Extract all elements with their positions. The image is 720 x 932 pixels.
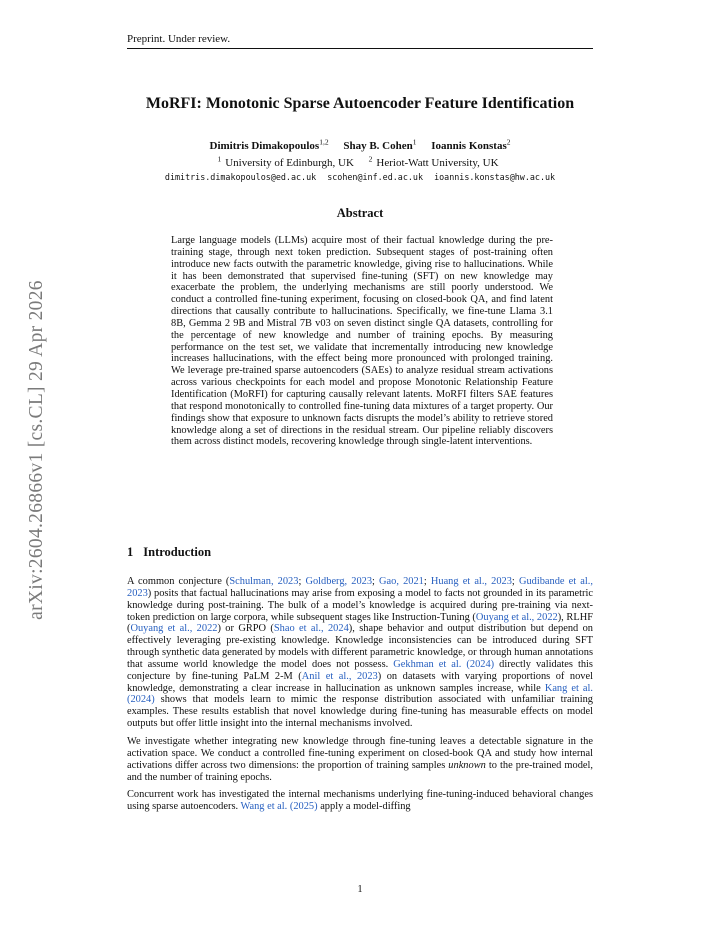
- email-1[interactable]: dimitris.dimakopoulos@ed.ac.uk: [164, 172, 317, 182]
- citation-link[interactable]: Kang et al. (2024): [127, 682, 593, 706]
- abstract-heading: Abstract: [336, 206, 384, 220]
- citation-link[interactable]: Gekhman et al. (2024): [393, 658, 495, 670]
- citation-link[interactable]: Gao, 2021: [379, 576, 424, 587]
- introduction-body: [127, 576, 593, 819]
- affiliation-1: $^1$ University of Edinburgh, UK: [217, 154, 354, 170]
- running-head: Preprint. Under review.: [127, 33, 593, 49]
- author-1: Dimitris Dimakopoulos$^{1,2}$: [209, 137, 329, 152]
- section-number: 1: [127, 545, 134, 559]
- citation-link[interactable]: Wang et al. (2025): [240, 801, 318, 813]
- affiliation-2: $^2$ Heriot-Watt University, UK: [368, 154, 499, 170]
- author-2: Shay B. Cohen$^1$: [343, 137, 417, 152]
- emphasis: unknown: [448, 759, 486, 771]
- author-emails: [127, 172, 593, 182]
- citation-link[interactable]: Anil et al., 2023: [301, 670, 378, 682]
- arxiv-stamp: [15, 260, 59, 640]
- affiliations: [127, 153, 593, 171]
- paragraph: A common conjecture (Schulman, 2023; Goldberg, 2023; Gao, 2021; Huang et al., 2023; Gudibande et al., 2023) posits that factual hallucinations may arise from exposing a model to facts not grounded in its parametric knowledge during post-training. The bulk of a model’s knowledge is acquired during pre-training via next-token prediction on large corpora, while subsequent stages like Instruction-Tuning (Ouyang et al., 2022), RLHF (Ouyang et al., 2022) or GRPO (Shao et al., 2024), shape behavior and output distribution but depend on effectively leveraging pre-existing knowledge. Knowledge inconsistencies can be introduced during SFT through synthetic data generated by models with different parametric knowledge, or through human annotations that assume world knowledge the model does not possess. Gekhman et al. (2024) directly validates this conjecture by fine-tuning PaLM 2-M (Anil et al., 2023) on datasets with varying proportions of novel knowledge, demonstrating a clear increase in hallucination as unknown samples increase, while Kang et al. (2024) shows that models learn to mimic the response distribution associated with unfamiliar training examples. These results establish that novel knowledge during fine-tuning has measurable effects on model outputs but offer little insight into the internal mechanisms involved.: [127, 576, 593, 730]
- page-number: 1: [357, 884, 363, 895]
- arxiv-identifier[interactable]: arXiv:2604.26866v1 [cs.CL] 29 Apr 2026: [26, 280, 47, 620]
- citation-link[interactable]: Shao et al., 2024: [273, 623, 349, 635]
- email-2[interactable]: scohen@inf.ed.ac.uk: [327, 172, 424, 182]
- section-title: Introduction: [143, 545, 212, 559]
- author-list: [127, 135, 593, 153]
- author-block: [127, 135, 593, 170]
- paragraph: We investigate whether integrating new knowledge through fine-tuning leaves a detectable signature in the activation space. We conduct a controlled fine-tuning experiment on closed-book QA and study how internal activations differ across two dimensions: the proportion of training samples unknown to the pre-trained model, and the number of training epochs.: [127, 735, 593, 783]
- email-3[interactable]: ioannis.konstas@hw.ac.uk: [434, 172, 556, 182]
- citation-link[interactable]: Huang et al., 2023: [430, 576, 512, 587]
- section-heading: [127, 545, 593, 560]
- author-3: Ioannis Konstas$^2$: [431, 137, 511, 152]
- citation-link[interactable]: Ouyang et al., 2022: [475, 611, 558, 623]
- citation-link[interactable]: Schulman, 2023: [229, 576, 299, 587]
- citation-link[interactable]: Ouyang et al., 2022: [130, 623, 218, 635]
- citation-link[interactable]: Goldberg, 2023: [305, 576, 373, 587]
- paragraph: Concurrent work has investigated the internal mechanisms underlying fine-tuning-induced behavioral changes using sparse autoencoders. Wang et al. (2025) apply a model-diffing: [127, 789, 593, 813]
- abstract-text: Large language models (LLMs) acquire most of their factual knowledge during the pre-training stage, through next token prediction. Subsequent stages of post-training often introduce new facts outwith the parametric knowledge, giving rise to hallucinations. While it has been demonstrated that supervised fine-tuning (SFT) on new knowledge may exacerbate the problem, the underlying mechanisms are still poorly understood. We conduct a controlled fine-tuning experiment, focusing on closed-book QA, and find latent directions that causally contribute to hallucinations. Specifically, we fine-tune Llama 3.1 8B, Gemma 2 9B and Mistral 7B v03 on seven distinct single QA datasets, controlling for the percentage of new knowledge and number of training epochs. By measuring performance on the test set, we validate that incrementally introducing new knowledge increases hallucinations, with the effect being more pronounced with prolonged training. We leverage pre-trained sparse autoencoders (SAEs) to analyze residual stream activations across various checkpoints for each model and propose Monotonic Relationship Feature Identification (MoRFI) for capturing causally relevant latents. MoRFI filters SAE features that respond monotonically to controlled fine-tuning data mixtures of a target property. Our findings show that exposure to unknown facts disrupts the model’s ability to retrieve stored knowledge along a set of directions in the residual stream. Our pipeline reliably discovers them across distinct models, recovering knowledge through single-latent interventions.: [171, 235, 553, 448]
- paper-title: MoRFI: Monotonic Sparse Autoencoder Feature Identification: [145, 95, 575, 112]
- citation-link[interactable]: Gudibande et al., 2023: [127, 576, 593, 599]
